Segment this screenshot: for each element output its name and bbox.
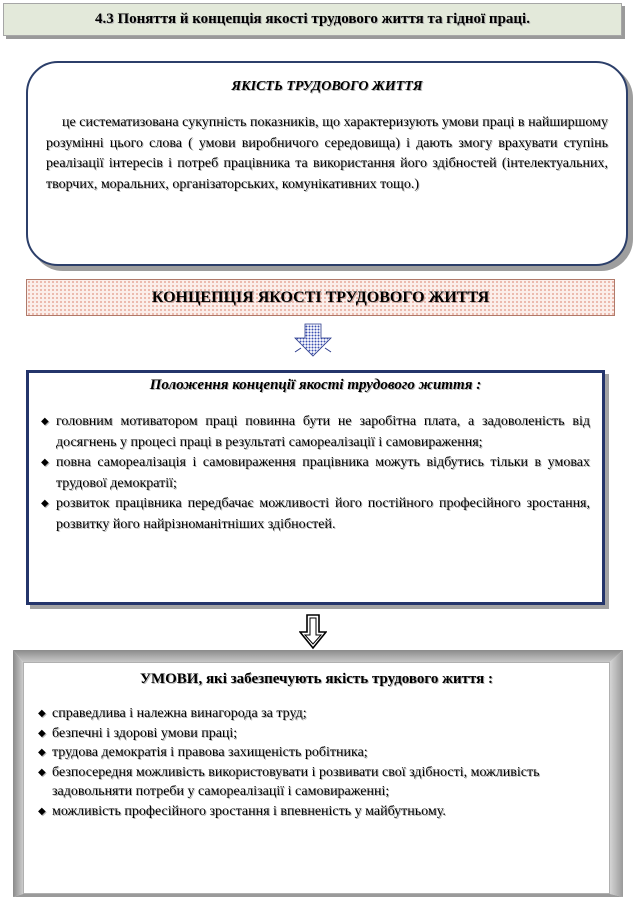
diamond-bullet-icon: ◆ xyxy=(38,805,46,817)
conditions-heading: УМОВИ, які забезпечують якість трудового життя : xyxy=(139,671,494,687)
condition-item: ◆ можливість професійного зростання і впевненість у майбутньому. xyxy=(38,802,595,822)
conditions-list xyxy=(38,704,595,821)
definition-text: це систематизована сукупність показників, що характеризують умови праці в найширшому розумінні цього слова ( умови виробничого середовища) і дають змогу врахувати ступінь реалізації інтересів і потреб працівника та використання його здібностей (інтелектуальних, творчих, моральних, організаторських, комунікативних тощо.) xyxy=(46,115,608,192)
provision-item: ◆ розвиток працівника передбачає можливості його постійного професійного зростання, розвитку його найрізноманітніших здібностей. xyxy=(41,496,590,532)
diamond-bullet-icon: ◆ xyxy=(38,747,46,758)
diamond-bullet-icon: ◆ xyxy=(41,457,49,468)
condition-item: ◆ трудова демократія і правова захищеність робітника; xyxy=(38,743,595,763)
provisions-list xyxy=(41,412,590,535)
section-title: 4.3 Поняття й концепція якості трудового життя та гідної праці. xyxy=(3,3,622,36)
diamond-bullet-icon: ◆ xyxy=(38,766,46,778)
provisions-heading: Положення концепції якості трудового життя : xyxy=(149,377,482,393)
provision-item: ◆ головним мотиватором праці повинна бути не заробітна плата, а задоволеність від досягнень у процесі праці в результаті самореалізації і самовираження; xyxy=(41,414,590,450)
diamond-bullet-icon: ◆ xyxy=(38,727,46,739)
definition-heading: ЯКІСТЬ ТРУДОВОГО ЖИТТЯ xyxy=(231,79,423,94)
concept-banner: КОНЦЕПЦІЯ ЯКОСТІ ТРУДОВОГО ЖИТТЯ xyxy=(26,279,615,316)
condition-item: ◆ безпосередня можливість використовувати і розвивати свої здібності, можливість задовольняти потреби у самореалізації і самовираженні; xyxy=(38,764,540,799)
hollow-down-arrow-icon xyxy=(299,614,327,650)
provisions-box xyxy=(26,370,605,605)
diamond-bullet-icon: ◆ xyxy=(38,708,46,719)
diamond-bullet-icon: ◆ xyxy=(41,498,49,509)
condition-item: ◆ справедлива і належна винагорода за труд; xyxy=(38,704,595,724)
diamond-bullet-icon: ◆ xyxy=(41,416,49,427)
definition-box xyxy=(26,61,628,266)
conditions-box xyxy=(23,662,610,894)
provision-item: ◆ повна самореалізація і самовираження працівника можуть відбутись тільки в умовах трудової демократії; xyxy=(41,455,590,491)
dotted-down-arrow-icon xyxy=(293,322,333,358)
condition-item: ◆ безпечні і здорові умови праці; xyxy=(38,724,595,744)
